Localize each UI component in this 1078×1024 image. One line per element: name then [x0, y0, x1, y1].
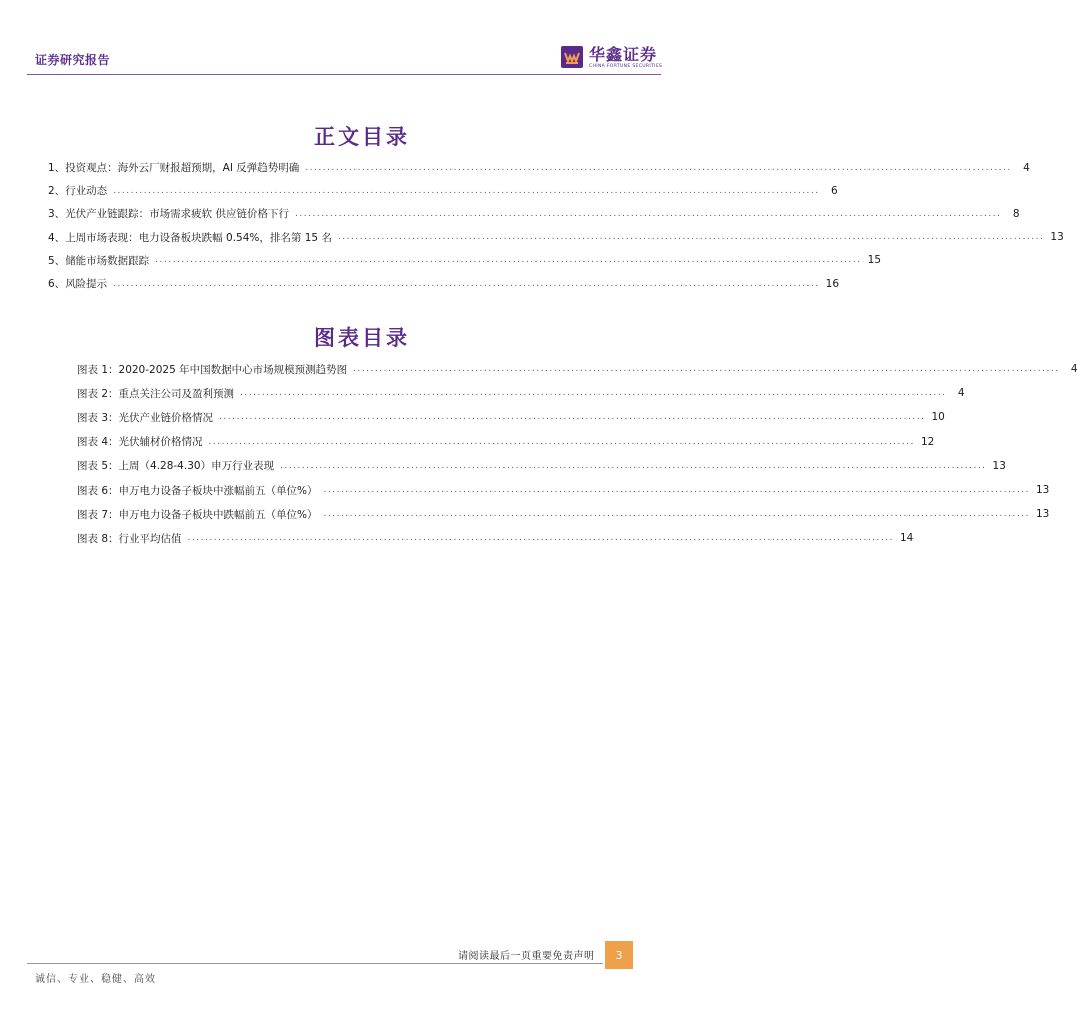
toc-item-label: 储能市场数据跟踪: [65, 254, 150, 267]
figure-item-page: 13: [992, 459, 1006, 472]
figure-item-page: 10: [931, 411, 945, 424]
toc-item-label: 风险提示: [65, 278, 108, 291]
toc-item[interactable]: [48, 156, 1030, 179]
footer-divider: [27, 963, 603, 964]
figure-item-label: 图表 8：行业平均估值: [77, 532, 182, 545]
leader-dots: ..................................................................................................................................................................: [337, 232, 1045, 243]
figure-item-page: 13: [1035, 508, 1050, 521]
leader-dots: ..................................................................................................................................................................: [305, 162, 1012, 173]
figure-item[interactable]: [77, 430, 935, 454]
figure-item[interactable]: [77, 526, 914, 550]
figure-item-label: 图表 4：光伏辅材价格情况: [77, 436, 203, 449]
figure-item-page: 4: [1070, 363, 1078, 376]
figure-item-page: 14: [900, 532, 914, 545]
figure-item-label: 图表 7：申万电力设备子板块中跌幅前五（单位%）: [77, 508, 318, 521]
figure-item[interactable]: [77, 381, 965, 405]
toc-item-label: 投资观点：海外云厂财报超预期，AI 反弹趋势明确: [65, 162, 300, 175]
toc-item-page: 8: [1012, 207, 1020, 220]
header-divider: [27, 74, 661, 75]
leader-dots: ..................................................................................................................................................................: [240, 388, 947, 399]
leader-dots: ..................................................................................................................................................................: [113, 278, 820, 289]
toc-item-number: 1、: [48, 162, 66, 175]
leader-dots: ..................................................................................................................................................................: [113, 185, 820, 196]
toc-item-number: 3、: [48, 208, 66, 221]
report-type-label: 证券研究报告: [35, 53, 111, 67]
logo-english-name: CHINA FORTUNE SECURITIES: [589, 64, 663, 69]
toc-item-number: 5、: [48, 254, 66, 267]
toc-item-label: 上周市场表现：电力设备板块跌幅 0.54%，排名第 15 名: [65, 231, 332, 244]
figure-item-page: 4: [957, 387, 965, 400]
figure-item-label: 图表 3：光伏产业链价格情况: [77, 411, 214, 424]
leader-dots: ..................................................................................................................................................................: [353, 364, 1060, 375]
toc-item-page: 13: [1050, 231, 1064, 244]
toc-item-page: 15: [867, 254, 882, 267]
figure-item[interactable]: [77, 454, 1006, 478]
toc-item-number: 4、: [48, 231, 66, 244]
figure-item[interactable]: [77, 357, 1078, 381]
leader-dots: ..................................................................................................................................................................: [155, 255, 862, 266]
figure-item-label: 图表 2：重点关注公司及盈利预测: [77, 387, 235, 400]
company-slogan: 诚信、专业、稳健、高效: [35, 974, 156, 985]
toc-item-page: 6: [830, 184, 838, 197]
figure-item[interactable]: [77, 502, 1050, 526]
toc-item[interactable]: [48, 272, 840, 295]
figure-item-label: 图表 5：上周（4.28-4.30）申万行业表现: [77, 460, 275, 473]
toc-item-number: 6、: [48, 278, 66, 291]
disclaimer-note: 请阅读最后一页重要免责声明: [458, 951, 595, 962]
toc-title: 正文目录: [314, 125, 410, 149]
leader-dots: ..................................................................................................................................................................: [295, 208, 1002, 219]
logo-mark-icon: [561, 46, 583, 68]
leader-dots: ..................................................................................................................................................................: [323, 509, 1030, 520]
figures-title: 图表目录: [314, 326, 410, 350]
figure-item-page: 13: [1035, 484, 1050, 497]
toc-item[interactable]: [48, 202, 1020, 225]
toc-item-label: 光伏产业链跟踪：市场需求疲软 供应链价格下行: [65, 208, 290, 221]
toc-item-page: 4: [1023, 161, 1030, 174]
figure-item[interactable]: [77, 478, 1050, 502]
figures-list: [77, 357, 1078, 551]
page-number-badge: 3: [605, 941, 633, 969]
toc-item[interactable]: [48, 249, 882, 272]
leader-dots: ..................................................................................................................................................................: [187, 533, 894, 544]
figure-item[interactable]: [77, 405, 945, 429]
toc-item-label: 行业动态: [65, 185, 108, 198]
company-logo: [561, 46, 662, 69]
toc-item-number: 2、: [48, 185, 66, 198]
toc-item[interactable]: [48, 179, 838, 202]
figure-item-label: 图表 6：申万电力设备子板块中涨幅前五（单位%）: [77, 484, 318, 497]
leader-dots: ..................................................................................................................................................................: [219, 412, 926, 423]
leader-dots: ..................................................................................................................................................................: [280, 460, 987, 471]
figure-item-label: 图表 1：2020-2025 年中国数据中心市场规模预测趋势图: [77, 363, 348, 376]
toc-item-page: 16: [825, 277, 840, 290]
figure-item-page: 12: [921, 435, 935, 448]
toc-item[interactable]: [48, 226, 1064, 249]
logo-chinese-name: 华鑫证券: [589, 45, 658, 64]
leader-dots: ..................................................................................................................................................................: [323, 485, 1030, 496]
toc-list: [48, 156, 1064, 295]
leader-dots: ..................................................................................................................................................................: [208, 436, 915, 447]
